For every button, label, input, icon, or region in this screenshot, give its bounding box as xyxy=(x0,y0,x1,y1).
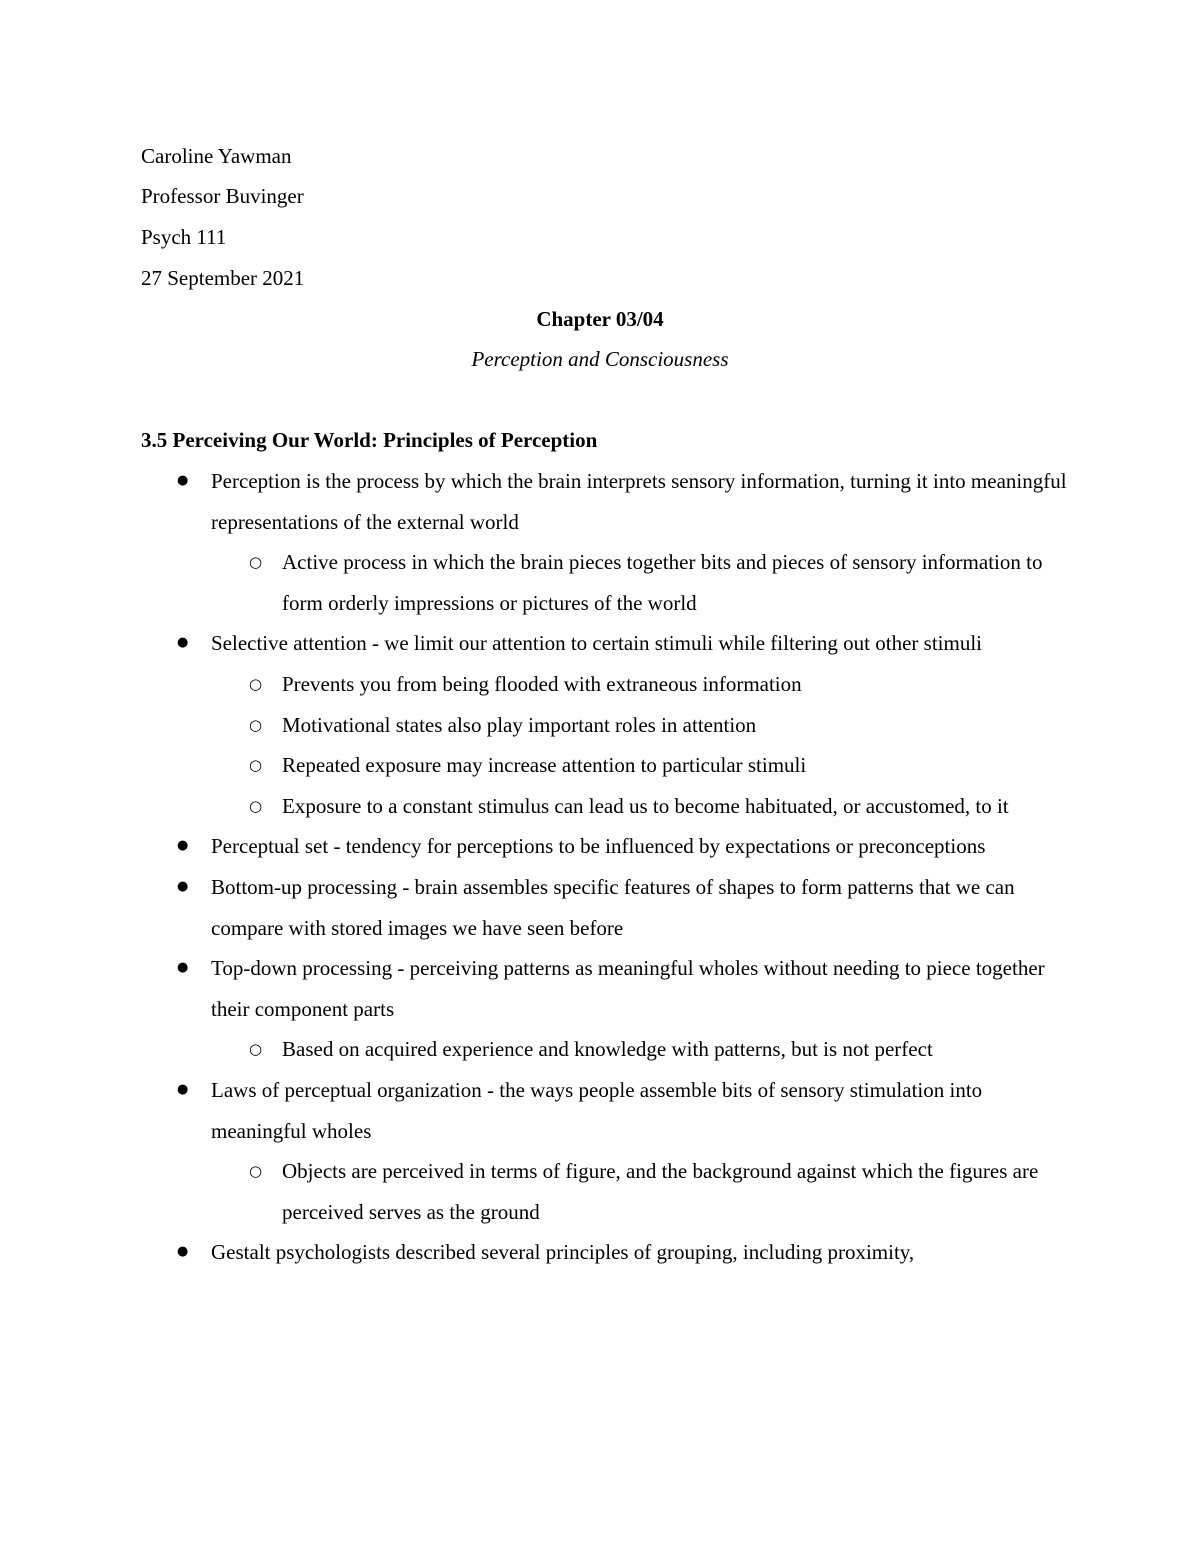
list-item xyxy=(141,623,1071,664)
bullet-icon: ● xyxy=(177,960,189,976)
professor-name: Professor Buvinger xyxy=(141,184,304,208)
list-item-text: Exposure to a constant stimulus can lead us to become habituated, or accustomed, to it xyxy=(282,793,1009,818)
sub-bullet-icon: ○ xyxy=(249,715,263,734)
list-item xyxy=(141,867,1071,948)
list-item xyxy=(141,786,1071,827)
sub-bullet-icon: ○ xyxy=(249,674,263,693)
list-item-text: Perceptual set - tendency for perceptions to be influenced by expectations or preconceptions xyxy=(211,834,986,859)
list-item-text: Prevents you from being flooded with extraneous information xyxy=(282,671,802,696)
list-item-text: Based on acquired experience and knowledge with patterns, but is not perfect xyxy=(282,1037,933,1062)
sub-bullet-icon: ○ xyxy=(249,796,263,815)
list-item-text: Repeated exposure may increase attention to particular stimuli xyxy=(282,753,807,778)
list-item xyxy=(141,745,1071,786)
list-item xyxy=(141,1029,1071,1070)
sub-bullet-icon: ○ xyxy=(249,756,263,775)
sub-bullet-icon: ○ xyxy=(249,1162,263,1181)
list-item xyxy=(141,1232,1071,1273)
list-item-text: Gestalt psychologists described several principles of grouping, including proximity, xyxy=(211,1240,915,1265)
list-item xyxy=(141,826,1071,867)
list-item-text: Bottom-up processing - brain assembles specific features of shapes to form patterns that we can compare with stored images we have seen before xyxy=(211,874,1015,940)
list-item-text: Motivational states also play important roles in attention xyxy=(282,712,757,737)
list-item-text: Selective attention - we limit our attention to certain stimuli while filtering out other stimuli xyxy=(211,631,983,656)
list-item xyxy=(141,948,1071,1029)
bullet-icon: ● xyxy=(177,838,189,854)
list-item xyxy=(141,664,1071,705)
bullet-icon: ● xyxy=(177,1244,189,1260)
list-item-text: Top-down processing - perceiving patterns as meaningful wholes without needing to piece together their component parts xyxy=(211,956,1045,1021)
list-item xyxy=(141,542,1071,623)
course-name: Psych 111 xyxy=(141,225,227,249)
chapter-title: Chapter 03/04 xyxy=(536,307,664,331)
bullet-icon: ● xyxy=(177,878,189,894)
list-item-text: Perception is the process by which the brain interprets sensory information, turning it into meaningful representations of the external world xyxy=(211,469,1067,534)
list-item xyxy=(141,1151,1071,1232)
chapter-subtitle: Perception and Consciousness xyxy=(471,347,729,371)
list-item xyxy=(141,705,1071,746)
list-item-text: Objects are perceived in terms of figure, and the background against which the figures are perceived serves as the ground xyxy=(282,1159,1039,1224)
document-date: 27 September 2021 xyxy=(141,266,305,290)
student-name: Caroline Yawman xyxy=(141,144,292,168)
list-item xyxy=(141,461,1071,542)
bullet-icon: ● xyxy=(177,635,189,651)
sub-bullet-icon: ○ xyxy=(249,1040,263,1059)
bullet-icon: ● xyxy=(177,1081,189,1097)
list-item-text: Laws of perceptual organization - the ways people assemble bits of sensory stimulation into meaningful wholes xyxy=(211,1077,983,1143)
list-item-text: Active process in which the brain pieces together bits and pieces of sensory information to form orderly impressions or pictures of the world xyxy=(282,550,1043,615)
list-item xyxy=(141,1070,1071,1151)
section-heading: 3.5 Perceiving Our World: Principles of Perception xyxy=(141,428,598,452)
notes-list xyxy=(141,461,1071,1273)
sub-bullet-icon: ○ xyxy=(249,553,263,572)
bullet-icon: ● xyxy=(177,473,189,488)
